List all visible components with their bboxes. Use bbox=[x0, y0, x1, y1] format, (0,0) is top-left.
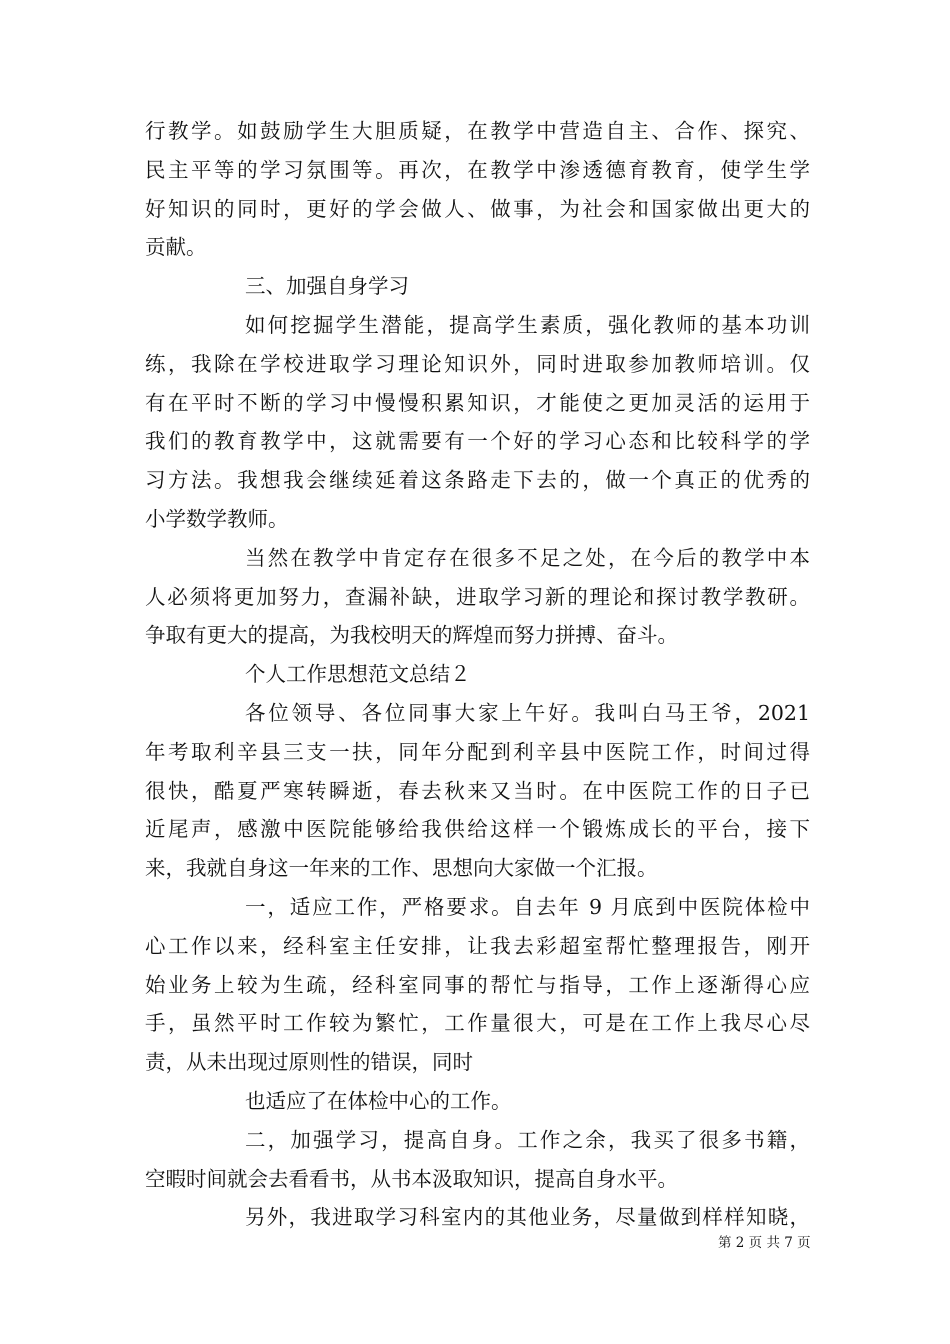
text-line: 有在平时不断的学习中慢慢积累知识，才能使之更加灵活的运用于 bbox=[145, 390, 810, 415]
text-line: 民主平等的学习氛围等。再次，在教学中渗透德育教育，使学生学 bbox=[145, 157, 810, 182]
text-line: 我们的教育教学中，这就需要有一个好的学习心态和比较科学的学 bbox=[145, 429, 810, 454]
text-line: 个人工作思想范文总结２ bbox=[245, 662, 471, 687]
text-line: 当然在教学中肯定存在很多不足之处，在今后的教学中本 bbox=[245, 545, 810, 570]
page-number: 第 2 页 共 7 页 bbox=[718, 1235, 811, 1251]
text-line: 贡献。 bbox=[145, 235, 207, 260]
text-line: 年考取利辛县三支一扶，同年分配到利辛县中医院工作，时间过得 bbox=[145, 739, 810, 764]
text-line: 如何挖掘学生潜能，提高学生素质，强化教师的基本功训 bbox=[245, 312, 810, 337]
text-line: 也适应了在体检中心的工作。 bbox=[245, 1088, 512, 1113]
text-line: 始业务上较为生疏，经科室同事的帮忙与指导，工作上逐渐得心应 bbox=[145, 972, 810, 997]
text-line: 责，从未出现过原则性的错误，同时 bbox=[145, 1050, 473, 1075]
text-line: 各位领导、各位同事大家上午好。我叫白马王爷，2021 bbox=[245, 700, 810, 725]
text-line: 二，加强学习，提高自身。工作之余，我买了很多书籍， bbox=[245, 1127, 810, 1152]
text-line: 一，适应工作，严格要求。自去年 9 月底到中医院体检中 bbox=[245, 894, 810, 919]
text-line: 三、加强自身学习 bbox=[245, 274, 409, 299]
text-line: 争取有更大的提高，为我校明天的辉煌而努力拼搏、奋斗。 bbox=[145, 623, 678, 648]
text-line: 很快，酷夏严寒转瞬逝，春去秋来又当时。在中医院工作的日子已 bbox=[145, 778, 810, 803]
text-line: 练，我除在学校进取学习理论知识外，同时进取参加教师培训。仅 bbox=[145, 351, 810, 376]
text-line: 习方法。我想我会继续延着这条路走下去的，做一个真正的优秀的 bbox=[145, 468, 810, 493]
text-line: 小学数学教师。 bbox=[145, 506, 289, 531]
text-line: 空暇时间就会去看看书，从书本汲取知识，提高自身水平。 bbox=[145, 1166, 678, 1191]
document-body bbox=[145, 112, 810, 1237]
text-line: 来，我就自身这一年来的工作、思想向大家做一个汇报。 bbox=[145, 856, 658, 881]
text-line: 近尾声，感激中医院能够给我供给这样一个锻炼成长的平台，接下 bbox=[145, 817, 810, 842]
text-line: 人必须将更加努力，查漏补缺，进取学习新的理论和探讨教学教研。 bbox=[145, 584, 810, 609]
text-line: 手，虽然平时工作较为繁忙，工作量很大，可是在工作上我尽心尽 bbox=[145, 1011, 810, 1036]
text-line: 行教学。如鼓励学生大胆质疑，在教学中营造自主、合作、探究、 bbox=[145, 119, 810, 143]
text-line: 心工作以来，经科室主任安排，让我去彩超室帮忙整理报告，刚开 bbox=[145, 933, 810, 958]
text-line: 另外，我进取学习科室内的其他业务，尽量做到样样知晓， bbox=[245, 1205, 810, 1230]
text-line: 好知识的同时，更好的学会做人、做事，为社会和国家做出更大的 bbox=[145, 196, 810, 221]
